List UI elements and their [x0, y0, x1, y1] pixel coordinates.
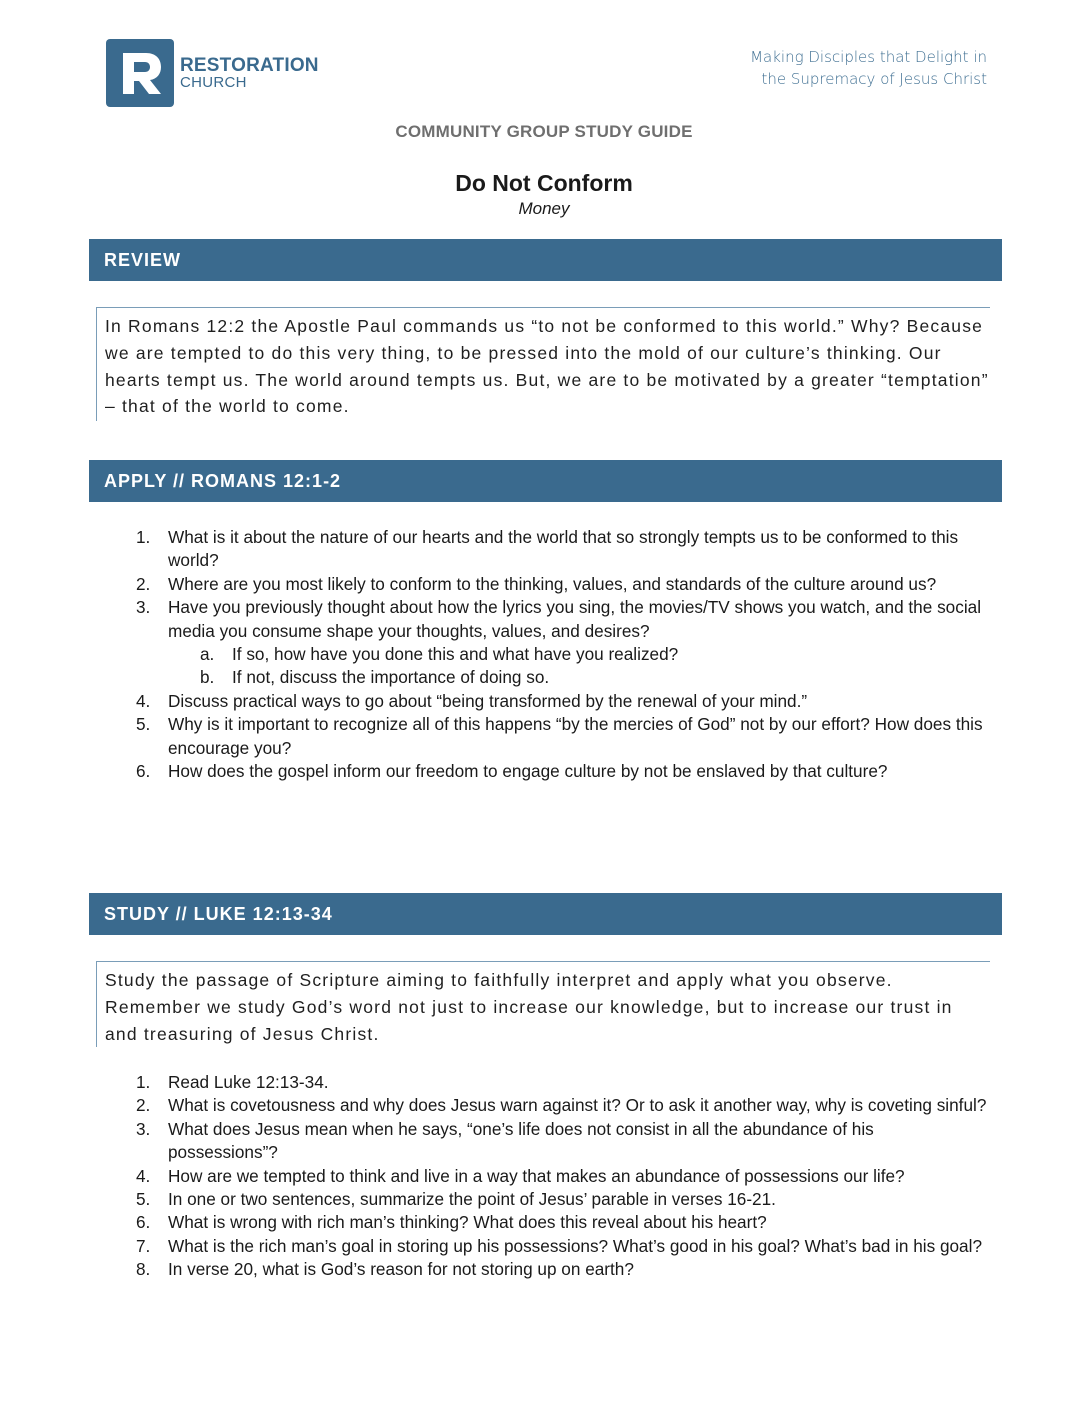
- logo-line2: CHURCH: [180, 74, 247, 91]
- study-box: [96, 961, 990, 1047]
- study-question-list: [0, 1071, 1088, 1282]
- list-item: 4. How are we tempted to think and live in a way that makes an abundance of possessions our life?: [136, 1165, 905, 1186]
- list-item: 6. What is wrong with rich man’s thinking? What does this reveal about his heart?: [136, 1212, 767, 1233]
- tagline: [750, 46, 987, 90]
- list-subitem: b. If not, discuss the importance of doing so.: [200, 667, 550, 688]
- logo-line1: RESTORATION: [180, 55, 319, 76]
- guide-label: COMMUNITY GROUP STUDY GUIDE: [395, 122, 693, 141]
- list-item: 6. How does the gospel inform our freedom to engage culture by not be enslaved by that culture?: [136, 761, 888, 782]
- list-item: 1. Read Luke 12:13-34.: [136, 1072, 329, 1092]
- logo-wordmark: [180, 56, 319, 90]
- list-item: 5. In one or two sentences, summarize the point of Jesus’ parable in verses 16-21.: [136, 1189, 776, 1210]
- review-section-header: REVIEW: [89, 239, 1002, 281]
- list-subitem: a. If so, how have you done this and what have you realized?: [200, 644, 679, 665]
- review-paragraph: In Romans 12:2 the Apostle Paul commands us “to not be conformed to this world.” Why? Because we are tempted to do this very thing, to be pressed into the mold of our culture’s thinking. Our hearts tempt us. The world around tempts us. But, we are to be motivated by a greater “temptation” – that of the world to come.: [105, 316, 989, 417]
- study-section-header: STUDY // LUKE 12:13-34: [89, 893, 1002, 935]
- church-logo: [106, 39, 319, 107]
- page-subtitle: Money: [518, 199, 570, 218]
- list-item: 7. What is the rich man’s goal in storing up his possessions? What’s good in his goal? What’s bad in his goal?: [136, 1235, 982, 1256]
- logo-r-icon: [106, 39, 174, 107]
- list-item: 2. Where are you most likely to conform to the thinking, values, and standards of the culture around us?: [136, 573, 937, 594]
- list-item: 5. Why is it important to recognize all of this happens “by the mercies of God” not by our effort? How does this encourage you?: [136, 714, 983, 758]
- apply-section-header: APPLY // ROMANS 12:1-2: [89, 460, 1002, 502]
- list-item: 4. Discuss practical ways to go about “being transformed by the renewal of your mind.”: [136, 690, 808, 711]
- study-paragraph: Study the passage of Scripture aiming to faithfully interpret and apply what you observe. Remember we study God’s word not just to increase our knowledge, but to increase our trust in and treasuring of Jesus Christ.: [105, 970, 953, 1044]
- apply-question-list: [0, 526, 1088, 783]
- tagline-line2: the Supremacy of Jesus Christ: [761, 70, 987, 88]
- list-item: 3. What does Jesus mean when he says, “one’s life does not consist in all the abundance of his possessions”?: [136, 1118, 874, 1163]
- review-box: [96, 307, 990, 421]
- tagline-line1: Making Disciples that Delight in: [750, 48, 987, 66]
- page-title: Do Not Conform: [455, 170, 633, 196]
- list-item: 1. What is it about the nature of our hearts and the world that so strongly tempts us to be conformed to this world?: [136, 527, 959, 571]
- list-item: 3. Have you previously thought about how the lyrics you sing, the movies/TV shows you watch, and the social media you consume shape your thoughts, values, and desires?: [136, 597, 982, 641]
- list-item: 2. What is covetousness and why does Jesus warn against it? Or to ask it another way, why is coveting sinful?: [136, 1095, 987, 1116]
- list-item: 8. In verse 20, what is God’s reason for not storing up on earth?: [136, 1259, 634, 1280]
